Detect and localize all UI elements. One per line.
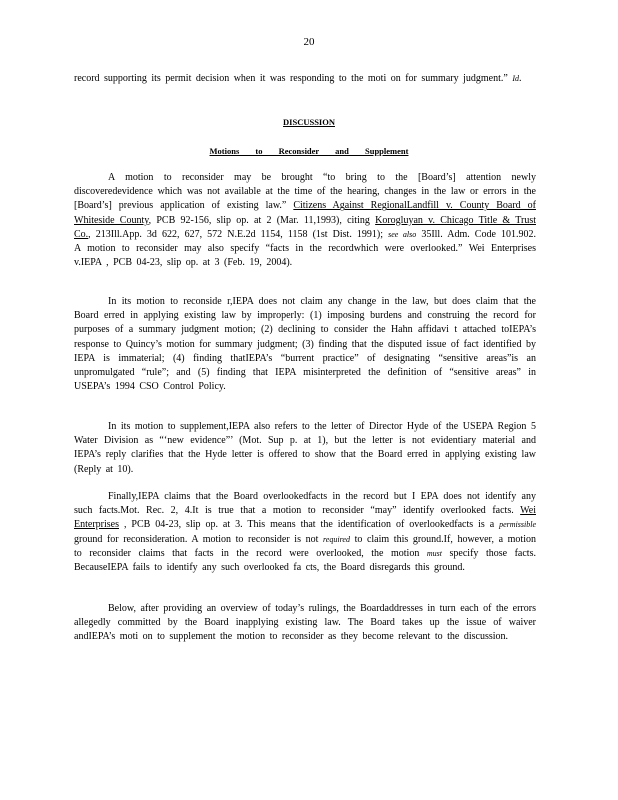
paragraph-standard-part4: 35Ill. Adm. Code 101.902. A motion to reconsider may also specify “facts in the recordwhich were overlooked.” Wei Enterprises v.IEPA , PCB 04-23, slip op. at 3 (Feb. 19, 2004). <box>74 228 536 269</box>
paragraph-standard-part1: A motion to reconsider may be brought “to bring to the [Board’s] attention newly discoveredevidence which was not available at the time of the hearing, changes in the law or errors in the [Board’s] previous application of existing law.” <box>74 172 536 212</box>
case-citation-wei: Wei Enterprises <box>74 505 536 531</box>
paragraph-intro-text: record supporting its permit decision when it was responding to the moti on for summary judgment.” <box>74 73 513 84</box>
id-citation: Id <box>512 74 519 83</box>
subheading-motions <box>0 146 618 156</box>
paragraph-overlooked-part5: specify those facts. BecauseIEPA fails to identify any such overlooked fa cts, the Board disregards this ground. <box>74 547 536 574</box>
paragraph-standard-part2: , PCB 92-156, slip op. at 2 (Mar. 11,1993), citing <box>148 214 376 226</box>
heading-discussion-text: DISCUSSION <box>283 117 335 127</box>
case-citation-citizens: Citizens Against RegionalLandfill v. County Board of Whiteside County <box>74 200 537 226</box>
emphasis-permissible: permissible <box>499 520 536 530</box>
paragraph-intro <box>74 72 536 86</box>
paragraph-motion-reconsider: In its motion to reconside r,IEPA does not claim any change in the law, but does claim that the Board erred in applying existing law by improperly: (1) imposing burdens and construing the record for purposes of a summary judgment motion; (2) declining to consider the Hahn affidavi t attached toIEPA’s response to Quincy’s motion for summary judgment; (3) finding that the disputed issue of fact identified by IEPA is immaterial; (4) finding thatIEPA’s “burrent practice” of designating “sensitive areas”is an unpromulgated “rule”; and (5) finding that IEPA misinterpreted the definition of “sensitive areas” in USEPA’s 1994 CSO Control Policy. <box>74 296 536 393</box>
paragraph-standard <box>74 171 536 270</box>
emphasis-required: required <box>322 534 350 544</box>
paragraph-standard-part3: , 213Ill.App. 3d 622, 627, 572 N.E.2d 1154, 1158 (1st Dist. 1991); <box>88 228 389 240</box>
paragraph-overlooked-part3: ground for reconsideration. A motion to reconsider is not <box>74 533 323 545</box>
subheading-motions-text: Motions to Reconsider and Supplement <box>209 146 409 156</box>
paragraph-overlooked-part4: to claim this ground.If, however, a motion to reconsider claims that facts in the record were overlooked, the motion <box>74 533 536 559</box>
heading-discussion <box>0 117 618 127</box>
paragraph-overview: Below, after providing an overview of today’s rulings, the Boardaddresses in turn each of the errors allegedly committed by the Board inapplying existing law. The Board takes up the issue of waiver andIEPA’s moti on to supplement the motion to reconsider as they become relevant to the discussion. <box>74 603 536 643</box>
paragraph-overlooked-part1: Finally,IEPA claims that the Board overlookedfacts in the record but I EPA does not identify any such facts.Mot. Rec. 2, 4.It is true that a motion to reconsider “may” identify overlooked facts. <box>74 491 536 517</box>
paragraph-motion-supplement: In its motion to supplement,IEPA also refers to the letter of Director Hyde of the USEPA Region 5 Water Division as “‘new evidence”’ (Mot. Sup p. at 1), but the letter is not evidentiary material and IEPA’s reply clarifies that the Hyde letter is offered to show that the Board erred in applying existing law (Reply at 10). <box>74 421 536 475</box>
case-citation-korogluyan: Korogluyan v. Chicago Title & Trust Co. <box>74 214 536 240</box>
emphasis-must: must <box>426 548 442 558</box>
see-also-signal: see also <box>388 229 417 239</box>
paragraph-overlooked-part2: , PCB 04-23, slip op. at 3. This means that the identification of overlookedfacts is a <box>119 519 500 531</box>
paragraph-intro-end: . <box>519 73 522 84</box>
page-number: 20 <box>303 36 315 48</box>
paragraph-overlooked-facts <box>74 490 536 575</box>
